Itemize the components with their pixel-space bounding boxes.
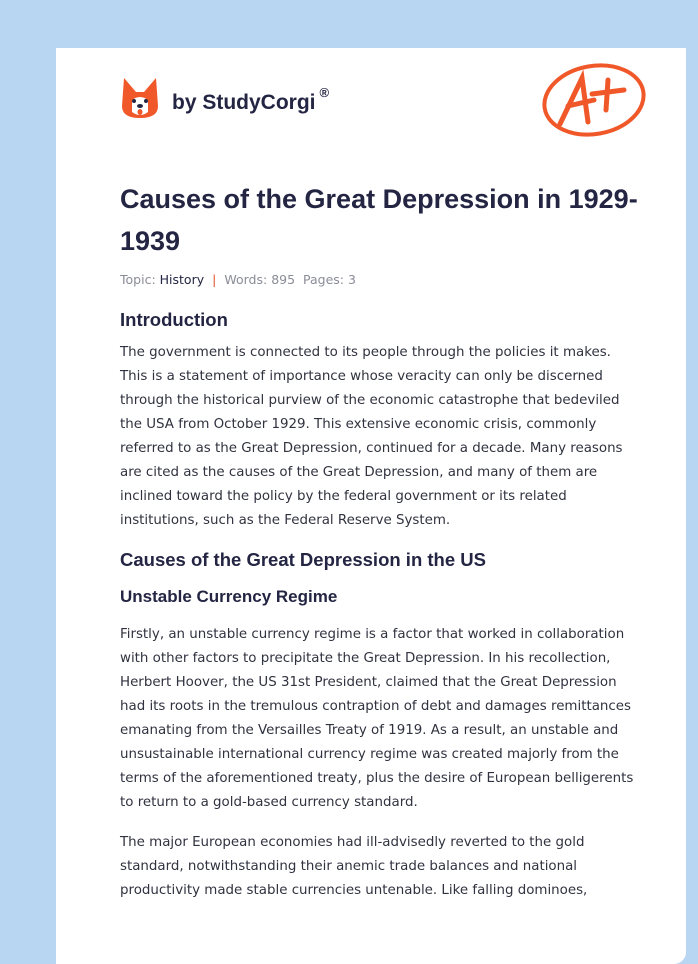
heading-introduction: Introduction	[120, 309, 228, 330]
corgi-icon	[120, 76, 160, 120]
heading-causes: Causes of the Great Depression in the US	[120, 549, 486, 570]
paragraph: The major European economies had ill-advisedly reverted to the gold standard, notwithstanding their anemic trade balances and national productivity made stable currencies untenable. Like falling dominoes,	[120, 835, 588, 898]
brand-name: by StudyCorgi ®	[172, 85, 330, 114]
studycorgi-logo[interactable]	[120, 76, 329, 120]
heading-currency: Unstable Currency Regime	[120, 587, 338, 606]
document-meta: Topic: History | Words: 895 Pages: 3	[120, 272, 356, 287]
page-title: Causes of the Great Depression in 1929-1939	[120, 184, 638, 256]
a-plus-grade-icon	[538, 60, 650, 142]
paragraph: Firstly, an unstable currency regime is a factor that worked in collaboration with other factors to precipitate the Great Depression. In his recollection, Herbert Hoover, the US 31st President, claimed that the Great Depression had its roots in the tremulous contraption of debt and damages remittances emanating from the Versailles Treaty of 1919. As a result, an unstable and unsustainable international currency regime was created majorly from the terms of the aforementioned treaty, plus the desire of European belligerents to return to a gold-based currency standard.	[120, 627, 634, 810]
paragraph: The government is connected to its people through the policies it makes. This is a statement of importance whose veracity can only be discerned through the historical purview of the economic catastrophe that bedeviled the USA from October 1929. This extensive economic crisis, commonly referred to as the Great Depression, continued for a decade. Many reasons are cited as the causes of the Great Depression, and many of them are inclined toward the policy by the federal government or its related institutions, such as the Federal Reserve System.	[120, 345, 623, 528]
document-page	[56, 48, 686, 964]
topic-link[interactable]: History	[159, 272, 205, 287]
